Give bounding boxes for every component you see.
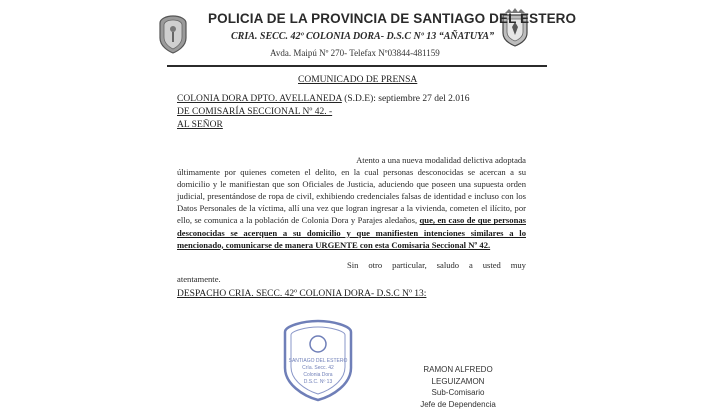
- signatory-name: RAMON ALFREDO LEGUIZAMON: [398, 364, 518, 387]
- closing-word: a: [469, 258, 473, 272]
- closing-word: otro: [368, 258, 382, 272]
- body-paragraph: [177, 154, 526, 251]
- institution-heading: POLICIA DE LA PROVINCIA DE SANTIAGO DEL ESTERO: [208, 11, 576, 26]
- stamp-line: SANTIAGO DEL ESTERO: [289, 358, 348, 364]
- stamp-line: Colonia Dora: [303, 372, 332, 378]
- dispatch-line: DESPACHO CRIA. SECC. 42º COLONIA DORA- D.S.C Nº 13:: [177, 289, 426, 299]
- header-divider: [167, 65, 547, 67]
- closing-word: particular,: [392, 258, 427, 272]
- place-name: COLONIA DORA DPTO. AVELLANEDA: [177, 94, 342, 104]
- closing-word: usted: [483, 258, 501, 272]
- recipient-line: AL SEÑOR: [177, 120, 223, 130]
- closing-word: muy: [511, 258, 526, 272]
- police-shield-emblem-icon: [158, 14, 188, 54]
- body-opening: Atento a una nueva modalidad delictiva adoptada: [177, 154, 526, 166]
- place-date-line: [177, 94, 470, 104]
- official-police-stamp-icon: [281, 318, 355, 402]
- signature-block: [398, 364, 518, 410]
- from-line: DE COMISARÍA SECCIONAL Nº 42. -: [177, 107, 332, 117]
- closing-paragraph: [177, 258, 526, 286]
- signatory-position: Jefe de Dependencia: [398, 399, 518, 410]
- stamp-line: Cría. Secc. 42: [302, 365, 334, 371]
- body-text: últimamente por quienes cometen el delito, en la cual personas desconocidas se acercan a su domicilio y le manifiestan que son Oficiales de Justicia, aduciendo que poseen una supuesta orden judicial, presentándose de ropa de civil, exhibiendo credenciales falsas de identidad e incluso con los Datos Personales de la víctima, allí una vez que logran ingresar a la vivienda, cometen el ilícito, por ello, se comunica a la población de Colonia Dora y Parajes aledaños,: [177, 167, 526, 225]
- body-emphasis: que, en caso de que personas desconocidas se acerquen a su domicilio y que manifiesten intenciones similares a lo mencionado, comunicarse de manera URGENTE con esta Comisaria Seccional Nº 42.: [177, 215, 526, 249]
- stamp-line: D.S.C. Nº 13: [304, 379, 333, 385]
- address-line: Avda. Maipú Nº 270- Telefax Nº03844-481159: [270, 48, 440, 58]
- closing-end: atentamente.: [177, 272, 526, 286]
- closing-word: saludo: [437, 258, 459, 272]
- unit-subheading: CRIA. SECC. 42º COLONIA DORA- D.S.C Nº 13 “AÑATUYA”: [231, 31, 494, 42]
- document-title: COMUNICADO DE PRENSA: [298, 75, 417, 85]
- closing-word: Sin: [347, 258, 358, 272]
- signatory-rank: Sub-Comisario: [398, 387, 518, 399]
- date-text: (S.D.E): septiembre 27 del 2.016: [342, 94, 470, 104]
- closing-line: [177, 258, 526, 272]
